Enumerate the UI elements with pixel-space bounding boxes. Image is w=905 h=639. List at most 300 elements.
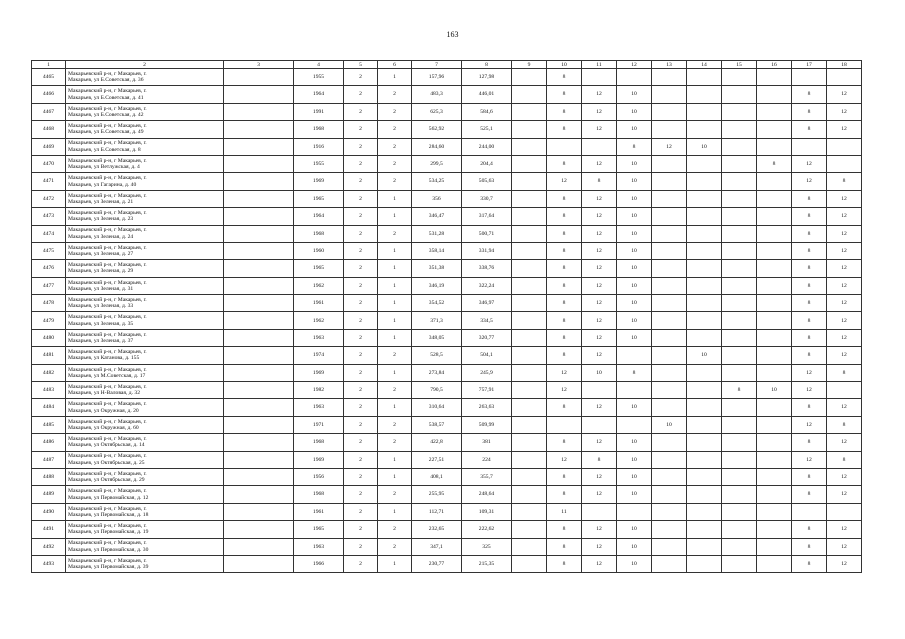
column-9-cell [512,295,547,312]
column-6-cell: 2 [378,434,412,451]
column-header-2: 2 [66,61,224,69]
address-line-2: Макарьев, ул М.Советская, д. 17 [68,372,146,379]
column-12-cell: 10 [617,555,652,572]
column-9-cell [512,416,547,433]
column-16-cell [757,295,792,312]
column-18-cell: 8 [827,364,862,381]
year-cell: 1961 [294,295,344,312]
address-cell [66,416,224,433]
column-15-cell [722,416,757,433]
column-9-cell [512,190,547,207]
column-9-cell [512,138,547,155]
column-12-cell: 10 [617,295,652,312]
column-12-cell [617,416,652,433]
column-17-cell: 8 [792,190,827,207]
column-15-cell [722,312,757,329]
address-line-2: Макарьев, ул Зеленая, д. 23 [68,216,134,223]
column-12-cell: 10 [617,434,652,451]
column-9-cell [512,277,547,294]
column-18-cell: 12 [827,225,862,242]
column-13-cell [652,503,687,520]
address-line-1: Макарьевский р-н, г Макарьев, г. [68,88,147,95]
column-8-cell: 334,5 [462,312,512,329]
column-5-cell: 2 [344,416,378,433]
address-cell [66,295,224,312]
column-14-cell [687,538,722,555]
column-7-cell: 534,25 [412,173,462,190]
column-3-cell [224,434,294,451]
column-9-cell [512,503,547,520]
column-10-cell: 8 [547,468,582,485]
column-7-cell: 255,95 [412,486,462,503]
column-16-cell: 10 [757,382,792,399]
column-18-cell: 12 [827,242,862,259]
column-9-cell [512,155,547,172]
page-number: 163 [446,30,459,39]
address-cell [66,225,224,242]
column-9-cell [512,538,547,555]
column-8-cell: 338,76 [462,260,512,277]
column-10-cell: 8 [547,277,582,294]
column-10-cell: 8 [547,399,582,416]
column-13-cell [652,451,687,468]
column-11-cell: 12 [582,486,617,503]
column-6-cell: 1 [378,451,412,468]
column-13-cell [652,86,687,103]
column-7-cell: 112,71 [412,503,462,520]
year-cell: 1962 [294,312,344,329]
address-line-1: Макарьевский р-н, г Макарьев, г. [68,540,147,547]
address-line-2: Макарьев, ул Б.Советская, д. 8 [68,146,141,153]
column-12-cell: 10 [617,451,652,468]
address-line-2: Макарьев, ул Первомайская, д. 12 [68,494,149,501]
column-6-cell: 1 [378,399,412,416]
column-9-cell [512,382,547,399]
column-8-cell: 325 [462,538,512,555]
column-14-cell [687,208,722,225]
column-13-cell [652,347,687,364]
column-6-cell: 1 [378,329,412,346]
column-15-cell [722,364,757,381]
address-cell [66,121,224,138]
column-15-cell [722,225,757,242]
column-7-cell: 348,05 [412,329,462,346]
table-row [32,86,862,103]
column-6-cell: 1 [378,260,412,277]
column-9-cell [512,69,547,86]
column-6-cell: 2 [378,86,412,103]
column-3-cell [224,538,294,555]
column-header-18: 18 [827,61,862,69]
column-18-cell: 8 [827,173,862,190]
column-10-cell: 8 [547,555,582,572]
column-15-cell [722,190,757,207]
column-7-cell: 483,3 [412,86,462,103]
column-11-cell: 12 [582,121,617,138]
column-14-cell [687,521,722,538]
column-5-cell: 2 [344,312,378,329]
address-cell [66,138,224,155]
column-16-cell [757,521,792,538]
column-3-cell [224,347,294,364]
address-line-1: Макарьевский р-н, г Макарьев, г. [68,192,147,199]
column-header-13: 13 [652,61,687,69]
column-13-cell [652,434,687,451]
column-11-cell: 12 [582,260,617,277]
column-13-cell [652,208,687,225]
column-3-cell [224,468,294,485]
column-15-cell [722,468,757,485]
address-line-1: Макарьевский р-н, г Макарьев, г. [68,505,147,512]
address-line-1: Макарьевский р-н, г Макарьев, г. [68,331,147,338]
row-id-cell: 4477 [32,277,66,294]
address-cell [66,364,224,381]
column-11-cell: 8 [582,173,617,190]
column-13-cell [652,173,687,190]
column-15-cell [722,434,757,451]
address-line-2: Макарьев, ул Первомайская, д. 30 [68,546,149,553]
address-line-1: Макарьевский р-н, г Макарьев, г. [68,210,147,217]
address-line-2: Макарьев, ул Первомайская, д. 18 [68,511,149,518]
column-7-cell: 422,8 [412,434,462,451]
column-9-cell [512,208,547,225]
column-13-cell [652,242,687,259]
year-cell: 1969 [294,173,344,190]
table-row [32,329,862,346]
column-13-cell [652,121,687,138]
column-10-cell: 8 [547,155,582,172]
column-15-cell [722,329,757,346]
address-cell [66,451,224,468]
column-5-cell: 2 [344,295,378,312]
column-6-cell: 1 [378,69,412,86]
address-line-1: Макарьевский р-н, г Макарьев, г. [68,175,147,182]
address-cell [66,434,224,451]
column-10-cell [547,416,582,433]
column-5-cell: 2 [344,364,378,381]
year-cell: 1961 [294,503,344,520]
row-id-cell: 4482 [32,364,66,381]
column-18-cell [827,138,862,155]
column-16-cell [757,399,792,416]
column-11-cell [582,416,617,433]
column-9-cell [512,103,547,120]
row-id-cell: 4475 [32,242,66,259]
address-line-1: Макарьевский р-н, г Макарьев, г. [68,140,147,147]
column-12-cell: 10 [617,277,652,294]
column-5-cell: 2 [344,486,378,503]
table-row [32,277,862,294]
column-5-cell: 2 [344,208,378,225]
address-line-1: Макарьевский р-н, г Макарьев, г. [68,105,147,112]
row-id-cell: 4479 [32,312,66,329]
column-9-cell [512,329,547,346]
column-12-cell: 10 [617,155,652,172]
column-14-cell [687,329,722,346]
column-5-cell: 2 [344,277,378,294]
column-18-cell [827,69,862,86]
column-11-cell: 12 [582,225,617,242]
column-8-cell: 222,62 [462,521,512,538]
row-id-cell: 4466 [32,86,66,103]
table-row [32,382,862,399]
column-16-cell [757,121,792,138]
table-row [32,347,862,364]
column-18-cell: 12 [827,521,862,538]
column-8-cell: 509,99 [462,416,512,433]
address-cell [66,69,224,86]
column-15-cell [722,503,757,520]
column-15-cell [722,103,757,120]
address-cell [66,347,224,364]
column-18-cell: 12 [827,468,862,485]
column-5-cell: 2 [344,242,378,259]
column-17-cell: 8 [792,329,827,346]
column-8-cell: 584,6 [462,103,512,120]
column-12-cell: 10 [617,103,652,120]
column-6-cell: 1 [378,364,412,381]
year-cell: 1955 [294,155,344,172]
year-cell: 1969 [294,451,344,468]
address-line-1: Макарьевский р-н, г Макарьев, г. [68,349,147,356]
column-12-cell: 10 [617,86,652,103]
column-10-cell: 8 [547,347,582,364]
column-13-cell [652,382,687,399]
column-18-cell: 12 [827,399,862,416]
column-3-cell [224,225,294,242]
column-15-cell [722,555,757,572]
column-6-cell: 2 [378,225,412,242]
column-header-17: 17 [792,61,827,69]
column-17-cell: 8 [792,225,827,242]
column-10-cell: 8 [547,103,582,120]
column-5-cell: 2 [344,86,378,103]
column-13-cell [652,103,687,120]
column-5-cell: 2 [344,103,378,120]
address-line-1: Макарьевский р-н, г Макарьев, г. [68,70,147,77]
column-15-cell [722,486,757,503]
column-11-cell: 12 [582,399,617,416]
column-5-cell: 2 [344,69,378,86]
column-14-cell [687,260,722,277]
column-12-cell: 10 [617,399,652,416]
row-id-cell: 4480 [32,329,66,346]
column-7-cell: 371,3 [412,312,462,329]
column-header-8: 8 [462,61,512,69]
column-3-cell [224,138,294,155]
table-row [32,451,862,468]
row-id-cell: 4478 [32,295,66,312]
column-3-cell [224,555,294,572]
column-8-cell: 355,7 [462,468,512,485]
address-cell [66,503,224,520]
column-5-cell: 2 [344,121,378,138]
column-3-cell [224,329,294,346]
column-6-cell: 1 [378,503,412,520]
column-16-cell [757,468,792,485]
year-cell: 1963 [294,329,344,346]
column-10-cell: 8 [547,538,582,555]
year-cell: 1963 [294,538,344,555]
address-line-1: Макарьевский р-н, г Макарьев, г. [68,557,147,564]
column-14-cell [687,173,722,190]
table-row [32,295,862,312]
address-line-1: Макарьевский р-н, г Макарьев, г. [68,401,147,408]
column-12-cell: 10 [617,225,652,242]
address-line-2: Макарьев, ул Первомайская, д. 19 [68,529,149,536]
column-13-cell [652,329,687,346]
column-6-cell: 1 [378,242,412,259]
address-cell [66,208,224,225]
column-9-cell [512,225,547,242]
column-11-cell: 12 [582,521,617,538]
column-header-4: 4 [294,61,344,69]
column-14-cell [687,555,722,572]
column-5-cell: 2 [344,347,378,364]
column-8-cell: 505,63 [462,173,512,190]
column-header-3: 3 [224,61,294,69]
column-5-cell: 2 [344,521,378,538]
address-line-1: Макарьевский р-н, г Макарьев, г. [68,418,147,425]
column-14-cell: 10 [687,138,722,155]
column-16-cell [757,242,792,259]
column-header-12: 12 [617,61,652,69]
column-17-cell: 8 [792,208,827,225]
year-cell: 1965 [294,260,344,277]
address-cell [66,329,224,346]
table-row [32,312,862,329]
column-11-cell: 12 [582,312,617,329]
column-14-cell [687,155,722,172]
column-18-cell: 8 [827,416,862,433]
column-15-cell [722,260,757,277]
column-8-cell: 127,98 [462,69,512,86]
column-12-cell: 8 [617,138,652,155]
column-10-cell: 8 [547,521,582,538]
column-6-cell: 2 [378,538,412,555]
year-cell: 1971 [294,416,344,433]
column-3-cell [224,103,294,120]
column-12-cell: 10 [617,312,652,329]
row-id-cell: 4489 [32,486,66,503]
column-12-cell [617,503,652,520]
column-3-cell [224,69,294,86]
table-row [32,155,862,172]
column-18-cell: 12 [827,434,862,451]
address-line-2: Макарьев, ул Б.Советская, д. 42 [68,111,144,118]
column-10-cell [547,138,582,155]
column-16-cell [757,138,792,155]
column-13-cell: 12 [652,138,687,155]
column-15-cell [722,121,757,138]
column-13-cell [652,277,687,294]
column-13-cell [652,155,687,172]
column-17-cell [792,503,827,520]
column-13-cell [652,468,687,485]
column-17-cell: 8 [792,555,827,572]
row-id-cell: 4485 [32,416,66,433]
column-13-cell [652,260,687,277]
column-11-cell: 12 [582,190,617,207]
column-8-cell: 244,00 [462,138,512,155]
column-17-cell: 8 [792,434,827,451]
column-10-cell: 8 [547,190,582,207]
column-17-cell: 8 [792,121,827,138]
column-15-cell [722,138,757,155]
column-14-cell [687,277,722,294]
address-cell [66,312,224,329]
table-row [32,555,862,572]
column-15-cell [722,173,757,190]
column-6-cell: 2 [378,521,412,538]
address-line-1: Макарьевский р-н, г Макарьев, г. [68,279,147,286]
row-id-cell: 4491 [32,521,66,538]
column-17-cell: 12 [792,155,827,172]
column-7-cell: 528,5 [412,347,462,364]
table-row [32,538,862,555]
column-5-cell: 2 [344,190,378,207]
column-9-cell [512,434,547,451]
column-18-cell: 12 [827,121,862,138]
address-cell [66,521,224,538]
column-17-cell: 8 [792,468,827,485]
column-14-cell [687,399,722,416]
column-7-cell: 230,77 [412,555,462,572]
column-3-cell [224,521,294,538]
address-line-2: Макарьев, ул Зеленая, д. 27 [68,251,134,258]
column-13-cell [652,399,687,416]
row-id-cell: 4468 [32,121,66,138]
column-5-cell: 2 [344,225,378,242]
address-line-1: Макарьевский р-н, г Макарьев, г. [68,123,147,130]
column-18-cell: 12 [827,312,862,329]
address-cell [66,555,224,572]
column-13-cell [652,312,687,329]
column-15-cell [722,242,757,259]
year-cell: 1955 [294,69,344,86]
address-line-1: Макарьевский р-н, г Макарьев, г. [68,296,147,303]
column-header-7: 7 [412,61,462,69]
year-cell: 1966 [294,555,344,572]
address-cell [66,260,224,277]
column-17-cell: 8 [792,312,827,329]
column-17-cell [792,69,827,86]
table-row [32,434,862,451]
column-16-cell [757,329,792,346]
row-id-cell: 4492 [32,538,66,555]
column-15-cell [722,399,757,416]
table-row [32,138,862,155]
column-18-cell: 12 [827,208,862,225]
column-14-cell [687,242,722,259]
column-8-cell: 320,77 [462,329,512,346]
column-11-cell: 12 [582,103,617,120]
column-7-cell: 356 [412,190,462,207]
column-12-cell: 10 [617,538,652,555]
column-12-cell: 10 [617,190,652,207]
column-7-cell: 232,65 [412,521,462,538]
column-15-cell [722,347,757,364]
column-16-cell [757,555,792,572]
column-8-cell: 322,24 [462,277,512,294]
column-15-cell [722,208,757,225]
row-id-cell: 4487 [32,451,66,468]
address-line-2: Макарьев, ул Зеленая, д. 21 [68,198,134,205]
column-header-6: 6 [378,61,412,69]
column-17-cell: 8 [792,86,827,103]
address-cell [66,86,224,103]
address-line-2: Макарьев, ул Катанова, д. 155 [68,355,140,362]
